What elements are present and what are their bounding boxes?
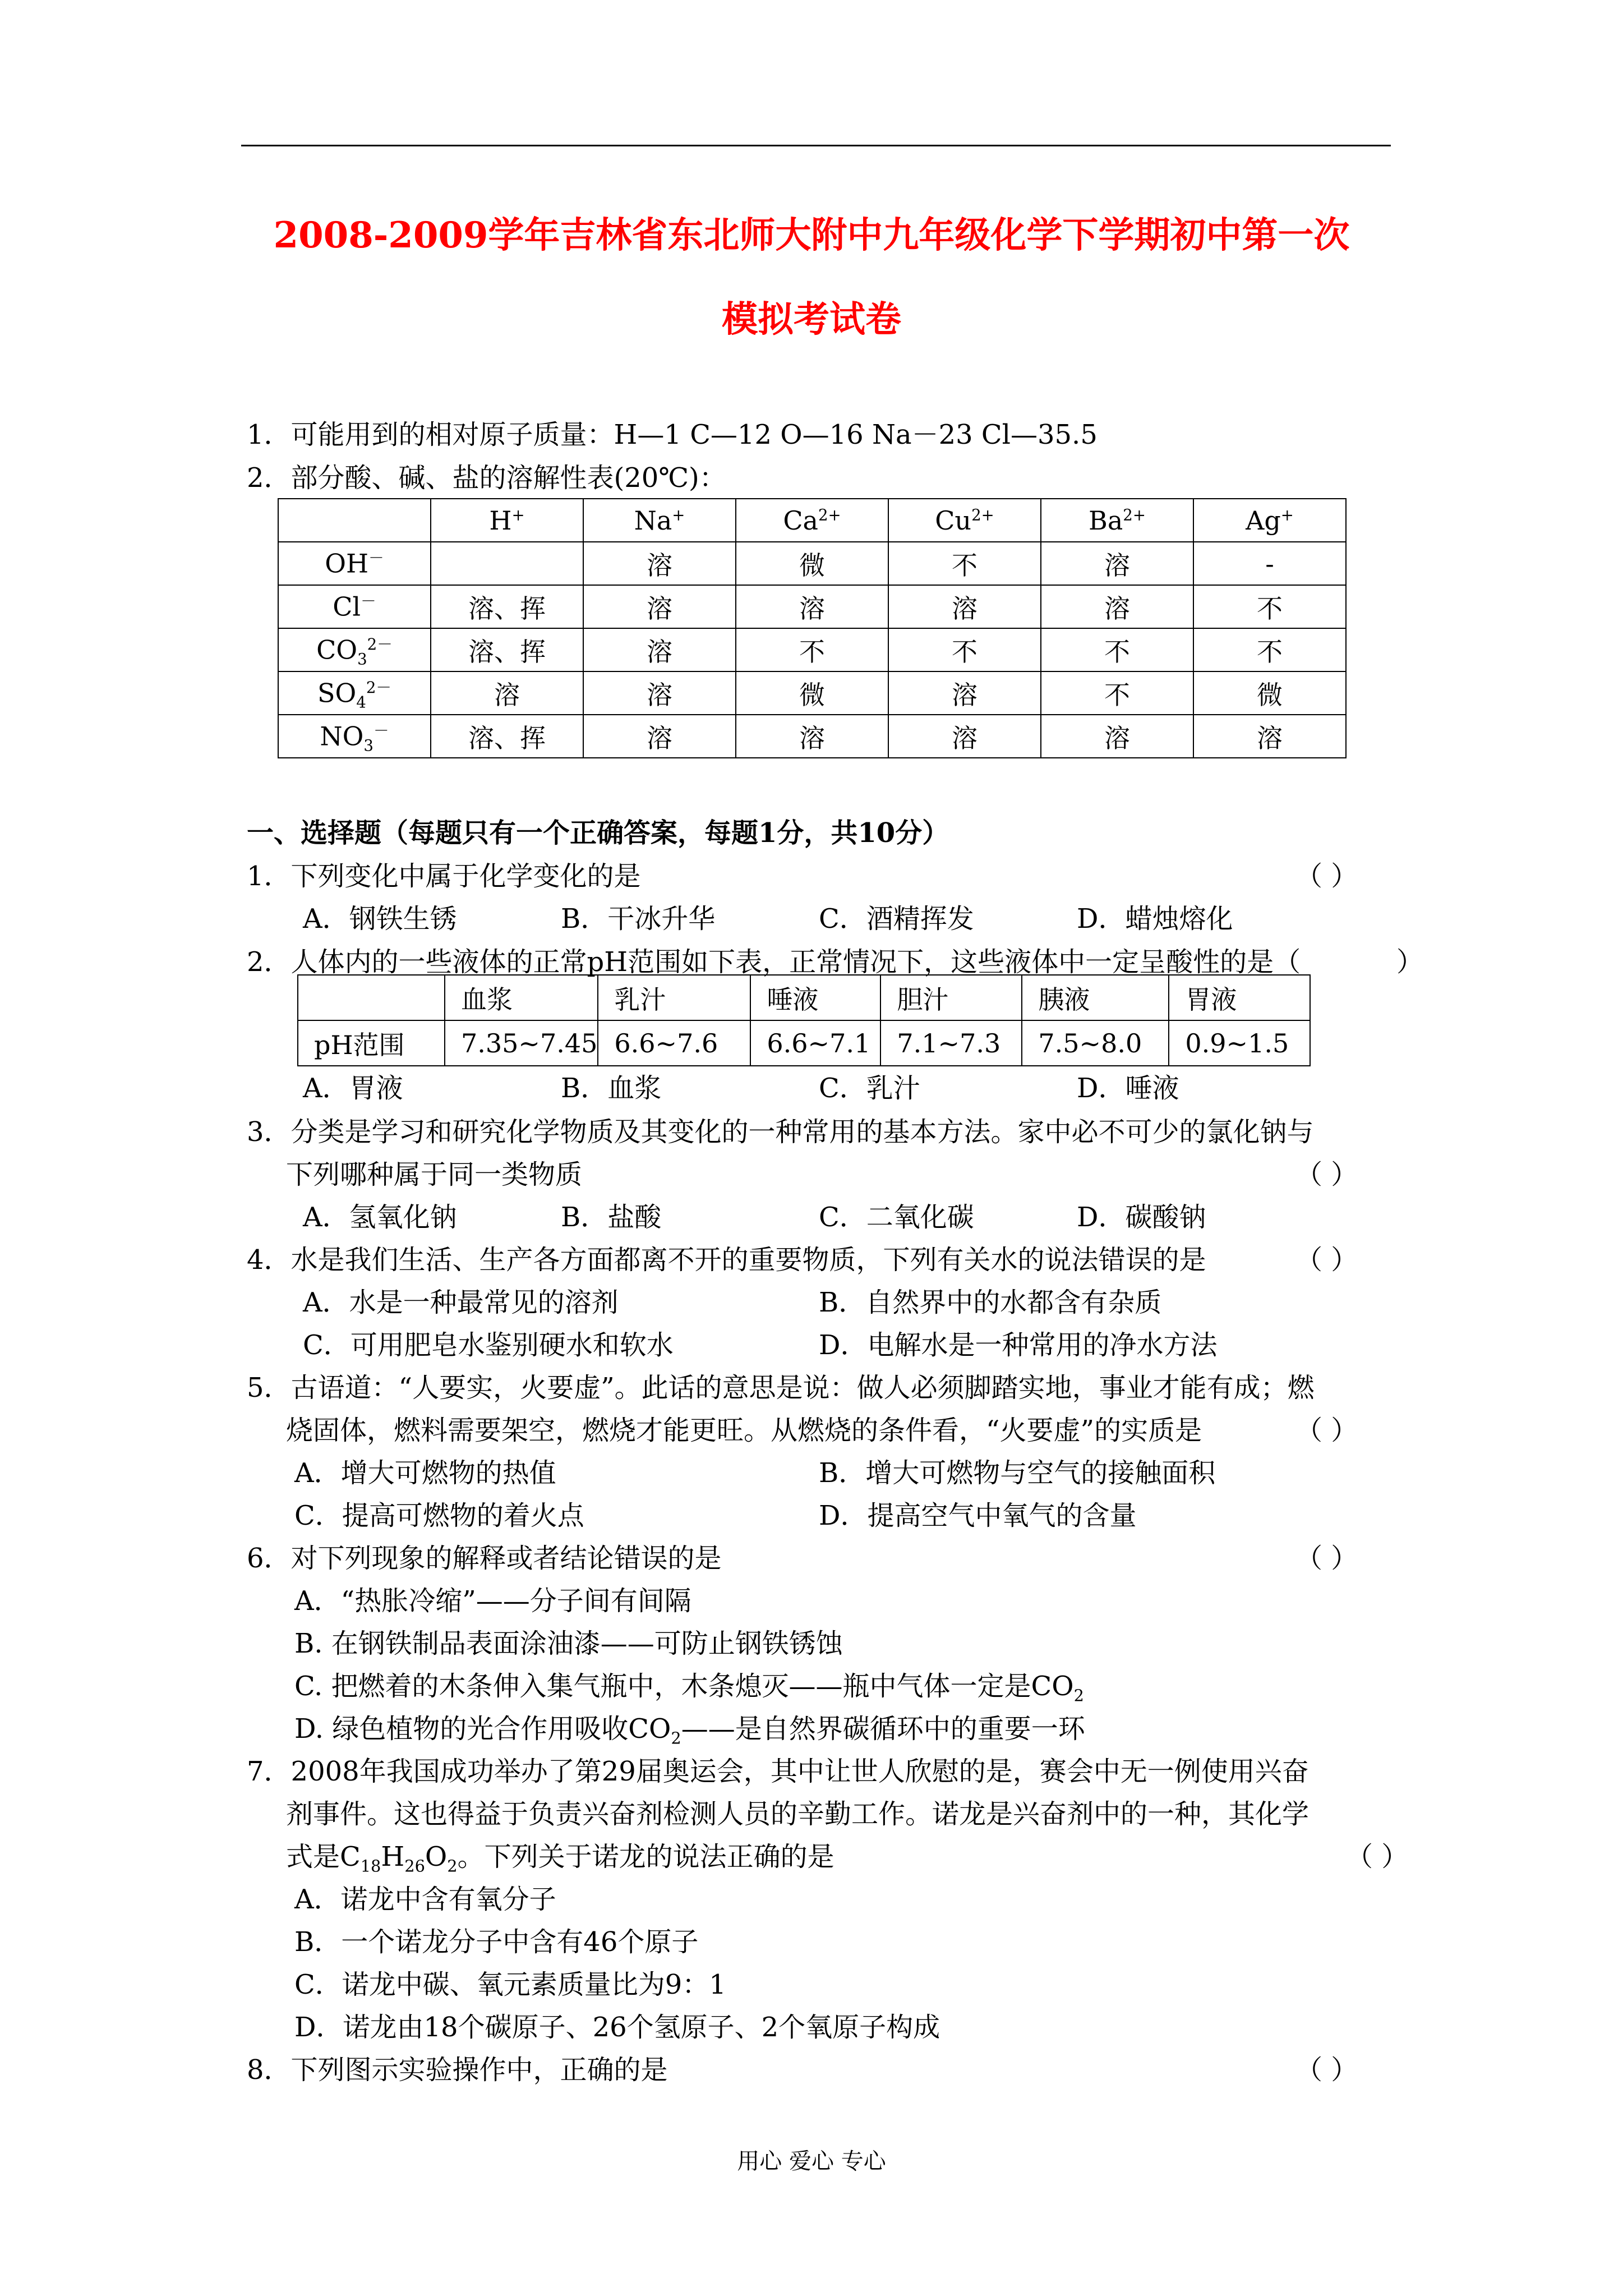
page-title-line1: 2008-2009学年吉林省东北师大附中九年级化学下学期初中第一次 [273, 214, 1350, 256]
q3-stem-line1: 3．分类是学习和研究化学物质及其变化的一种常用的基本方法。家中必不可少的氯化钠与 [247, 1116, 1314, 1148]
solubility-cell: 溶 [583, 628, 736, 671]
solubility-table [278, 498, 1347, 758]
page-title-line2: 模拟考试卷 [722, 298, 901, 341]
q7-option-d: D．诺龙由18个碳原子、26个氢原子、2个氧原子构成 [294, 2012, 940, 2043]
solubility-cation-header: Na+ [583, 499, 736, 542]
solubility-cell: 不 [1193, 585, 1346, 628]
ph-header-cell [298, 975, 445, 1020]
solubility-cell: 溶 [888, 715, 1041, 758]
q4-option-d: D．电解水是一种常用的净水方法 [819, 1329, 1218, 1361]
ph-value-cell: 0.9~1.5 [1169, 1020, 1310, 1066]
solubility-cell: 溶 [583, 715, 736, 758]
q7-stem-line2: 剂事件。这也得益于负责兴奋剂检测人员的辛勤工作。诺龙是兴奋剂中的一种，其化学 [286, 1798, 1310, 1830]
solubility-anion-header: $CO_3^{2-}$ [278, 628, 431, 671]
solubility-row [278, 585, 1346, 628]
q8-answer-blank: （ ） [1295, 2054, 1358, 2086]
q8-stem: 8．下列图示实验操作中，正确的是 [247, 2054, 668, 2086]
ph-header-cell: 胆汁 [880, 975, 1022, 1020]
solubility-cell: 溶 [583, 542, 736, 585]
q1-option-c: C．酒精挥发 [819, 903, 974, 935]
solubility-cell: 溶 [1041, 542, 1193, 585]
q1-option-d: D．蜡烛熔化 [1077, 903, 1233, 935]
solubility-cell: 溶、挥 [431, 585, 583, 628]
ph-value-cell: 7.5~8.0 [1022, 1020, 1169, 1066]
q5-answer-blank: （ ） [1295, 1415, 1358, 1446]
solubility-cell: 不 [888, 542, 1041, 585]
ph-header-cell: 乳汁 [598, 975, 750, 1020]
solubility-cell: 不 [1041, 671, 1193, 715]
solubility-header-row [278, 499, 1346, 542]
solubility-cell: 溶 [1193, 715, 1346, 758]
solubility-cell: 溶 [736, 585, 888, 628]
q5-stem-line1: 5．古语道：“人要实，火要虚”。此话的意思是说：做人必须脚踏实地，事业才能有成；燃 [247, 1372, 1315, 1404]
solubility-row [278, 628, 1346, 671]
ph-value-row [298, 1020, 1310, 1066]
solubility-cation-header: H+ [431, 499, 583, 542]
solubility-anion-header: $NO_3^-$ [278, 715, 431, 758]
ph-header-cell: 胃液 [1169, 975, 1310, 1020]
q2-option-d: D．唾液 [1077, 1073, 1179, 1104]
q6-option-d: D. 绿色植物的光合作用吸收$CO_2——$是自然界碳循环中的重要一环 [294, 1713, 1085, 1748]
q7-option-a: A．诺龙中含有氧分子 [294, 1884, 556, 1915]
ph-value-cell: 6.6~7.1 [750, 1020, 880, 1066]
solubility-cation-header: $Ca^{2+}$ [736, 499, 888, 542]
q5-option-b: B．增大可燃物与空气的接触面积 [819, 1457, 1216, 1489]
page-footer: 用心 爱心 专心 [737, 2148, 886, 2174]
solubility-anion-header: $SO_4^{2-}$ [278, 671, 431, 715]
q4-option-c: C．可用肥皂水鉴别硬水和软水 [303, 1329, 674, 1361]
solubility-cation-header: $Ba^{2+}$ [1041, 499, 1193, 542]
q5-option-d: D．提高空气中氧气的含量 [819, 1500, 1137, 1531]
ph-header-cell: 血浆 [445, 975, 598, 1020]
q3-answer-blank: （ ） [1295, 1159, 1358, 1190]
q7-option-c: C．诺龙中碳、氧元素质量比为9：1 [294, 1969, 726, 2000]
solubility-cell: 溶 [1041, 715, 1193, 758]
q7-stem-line1: 7．2008年我国成功举办了第29届奥运会，其中让世人欣慰的是，赛会中无一例使用兴奋 [247, 1756, 1309, 1787]
q5-option-c: C．提高可燃物的着火点 [294, 1500, 584, 1531]
solubility-row [278, 542, 1346, 585]
q6-answer-blank: （ ） [1295, 1543, 1358, 1574]
ph-header-cell: 唾液 [750, 975, 880, 1020]
solubility-cell: 溶、挥 [431, 715, 583, 758]
solubility-cell: 溶 [583, 671, 736, 715]
ph-value-cell: pH范围 [298, 1020, 445, 1066]
note-atomic-mass: 1．可能用到的相对原子质量：H—1 C—12 O—16 Na－23 Cl—35.5 [247, 419, 1098, 450]
solubility-cell: 溶 [736, 715, 888, 758]
note-solubility: 2．部分酸、碱、盐的溶解性表(20℃)： [247, 462, 726, 494]
section1-heading: 一、选择题（每题只有一个正确答案，每题1分，共10分） [247, 817, 949, 849]
solubility-cell: 微 [736, 542, 888, 585]
q6-option-c: C. 把燃着的木条伸入集气瓶中，木条熄灭——瓶中气体一定是$CO_2$ [294, 1671, 1084, 1705]
q4-option-b: B．自然界中的水都含有杂质 [819, 1287, 1162, 1318]
solubility-cation-header: $Cu^{2+}$ [888, 499, 1041, 542]
ph-header-row [298, 975, 1310, 1020]
q2-option-a: A．胃液 [303, 1073, 403, 1104]
q1-answer-blank: （ ） [1295, 861, 1358, 892]
q6-stem: 6．对下列现象的解释或者结论错误的是 [247, 1543, 722, 1574]
q1-option-a: A．钢铁生锈 [303, 903, 457, 935]
q6-option-b: B. 在钢铁制品表面涂油漆——可防止钢铁锈蚀 [294, 1628, 843, 1659]
solubility-cell: 溶 [888, 671, 1041, 715]
solubility-corner-cell [278, 499, 431, 542]
header-rule [241, 145, 1391, 146]
solubility-cell: 微 [736, 671, 888, 715]
q4-option-a: A．水是一种最常见的溶剂 [303, 1287, 619, 1318]
q3-option-b: B．盐酸 [561, 1202, 662, 1233]
solubility-cell: 微 [1193, 671, 1346, 715]
solubility-cell: 溶、挥 [431, 628, 583, 671]
solubility-cell: 溶 [583, 585, 736, 628]
q2-stem: 2．人体内的一些液体的正常pH范围如下表，正常情况下，这些液体中一定呈酸性的是（ [247, 946, 1301, 978]
solubility-row [278, 715, 1346, 758]
solubility-cell: - [1193, 542, 1346, 585]
ph-value-cell: 7.35~7.45 [445, 1020, 598, 1066]
q2-option-b: B．血浆 [561, 1073, 662, 1104]
solubility-row [278, 671, 1346, 715]
ph-value-cell: 7.1~7.3 [880, 1020, 1022, 1066]
q3-option-a: A．氢氧化钠 [303, 1202, 457, 1233]
q2-option-c: C．乳汁 [819, 1073, 920, 1104]
solubility-cell: 溶 [1041, 585, 1193, 628]
solubility-cell [431, 542, 583, 585]
q3-stem-line2: 下列哪种属于同一类物质 [286, 1159, 583, 1190]
q4-stem: 4．水是我们生活、生产各方面都离不开的重要物质，下列有关水的说法错误的是 [247, 1244, 1206, 1276]
q2-answer-blank-close: ） [1396, 946, 1424, 978]
ph-value-cell: 6.6~7.6 [598, 1020, 750, 1066]
q7-stem-line3: 式是$C_{18}H_{26}O_2$。下列关于诺龙的说法正确的是 [286, 1841, 834, 1876]
q1-option-b: B．干冰升华 [561, 903, 716, 935]
q3-option-d: D．碳酸钠 [1077, 1202, 1206, 1233]
q6-option-a: A．“热胀冷缩”——分子间有间隔 [294, 1585, 691, 1617]
q5-option-a: A．增大可燃物的热值 [294, 1457, 556, 1489]
solubility-cell: 不 [1193, 628, 1346, 671]
solubility-cell: 不 [736, 628, 888, 671]
solubility-cell: 溶 [888, 585, 1041, 628]
ph-header-cell: 胰液 [1022, 975, 1169, 1020]
solubility-anion-header: Cl－ [278, 585, 431, 628]
q1-stem: 1．下列变化中属于化学变化的是 [247, 861, 641, 892]
solubility-cell: 不 [1041, 628, 1193, 671]
q5-stem-line2: 烧固体，燃料需要架空，燃烧才能更旺。从燃烧的条件看，“火要虚”的实质是 [286, 1415, 1202, 1446]
q4-answer-blank: （ ） [1295, 1244, 1358, 1276]
q7-option-b: B．一个诺龙分子中含有46个原子 [294, 1926, 699, 1958]
solubility-cell: 溶 [431, 671, 583, 715]
solubility-cation-header: Ag+ [1193, 499, 1346, 542]
solubility-anion-header: OH－ [278, 542, 431, 585]
q3-option-c: C．二氧化碳 [819, 1202, 974, 1233]
ph-range-table [297, 974, 1311, 1066]
solubility-cell: 不 [888, 628, 1041, 671]
q7-answer-blank: （ ） [1346, 1841, 1409, 1872]
